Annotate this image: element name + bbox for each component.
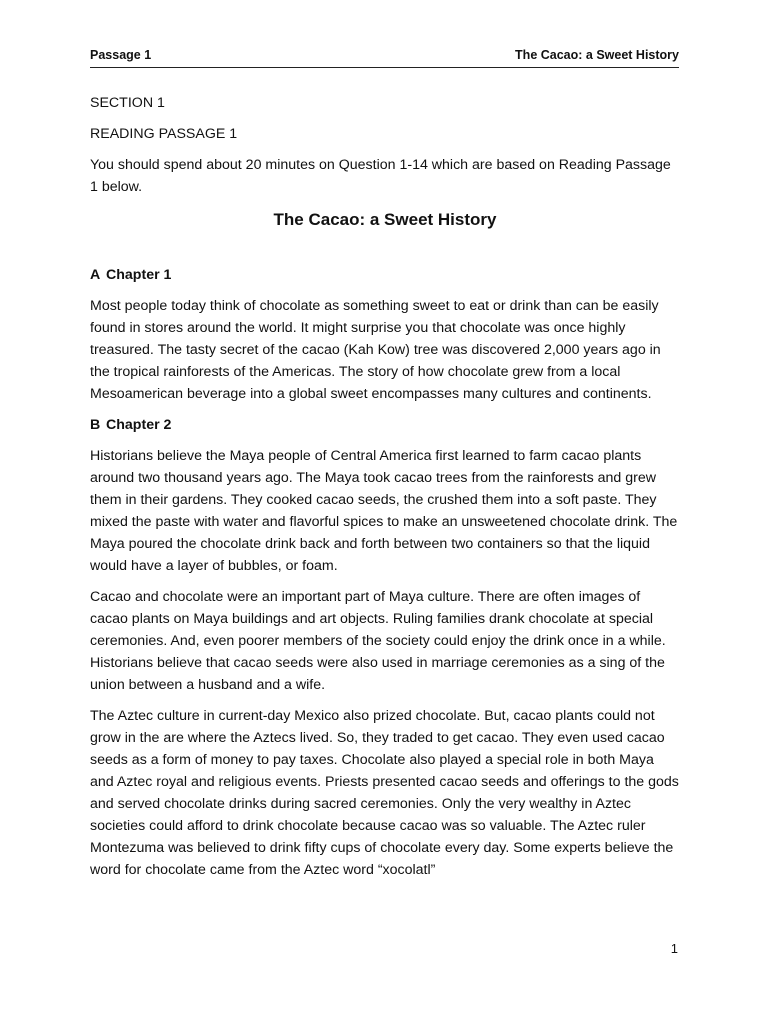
chapter-b-paragraph-1: Historians believe the Maya people of Central America first learned to farm cacao plants around two thousand years ago. The Maya took cacao trees from the rainforests and grew them in their gardens. They cooked cacao seeds, the crushed them into a soft paste. They mixed the paste with water and flavorful spices to make an unsweetened chocolate drink. The Maya poured the chocolate drink back and forth between two containers so that the liquid would have a layer of bubbles, or foam. <box>90 448 678 574</box>
chapter-title: Chapter 1 <box>106 267 172 283</box>
header-title: The Cacao: a Sweet History <box>515 48 679 62</box>
reading-passage-label: READING PASSAGE 1 <box>90 126 238 142</box>
page-number: 1 <box>670 941 678 956</box>
chapter-b-paragraph-3: The Aztec culture in current-day Mexico also prized chocolate. But, cacao plants could not grow in the are where the Aztecs lived. So, they traded to get cacao. They even used cacao seeds as a form of money to pay taxes. Chocolate also played a special role in both Maya and Aztec royal and religious events. Priests presented cacao seeds and offerings to the gods and served chocolate drinks during sacred ceremonies. Only the very wealthy in Aztec societies could afford to drink chocolate because cacao was so valuable. The Aztec ruler Montezuma was believed to drink fifty cups of chocolate every day. Some experts believe the word for chocolate came from the Aztec word “xocolatl” <box>90 708 679 878</box>
page-header <box>90 47 679 68</box>
chapter-a-paragraph-1: Most people today think of chocolate as something sweet to eat or drink than can be easily found in stores around the world. It might surprise you that chocolate was once highly treasured. The tasty secret of the cacao (Kah Kow) tree was discovered 2,000 years ago in the tropical rainforests of the Americas. The story of how chocolate grew from a local Mesoamerican beverage into a global sweet encompasses many cultures and continents. <box>90 298 661 402</box>
chapter-heading-b <box>90 414 680 436</box>
chapter-heading-a <box>90 264 680 286</box>
chapter-b-paragraph-2: Cacao and chocolate were an important part of Maya culture. There are often images of cacao plants on Maya buildings and art objects. Ruling families drank chocolate at special ceremonies. And, even poorer members of the society could enjoy the drink once in a while. Historians believe that cacao seeds were also used in marriage ceremonies as a sing of the union between a husband and a wife. <box>90 589 666 693</box>
instructions-text: You should spend about 20 minutes on Question 1-14 which are based on Reading Passage 1 below. <box>90 157 671 195</box>
passage-title: The Cacao: a Sweet History <box>273 210 497 229</box>
section-label: SECTION 1 <box>90 95 165 111</box>
chapter-letter: A <box>90 267 101 283</box>
header-passage-label: Passage 1 <box>90 48 152 62</box>
page-content <box>90 92 680 890</box>
chapter-title: Chapter 2 <box>106 417 172 433</box>
chapter-letter: B <box>90 417 101 433</box>
